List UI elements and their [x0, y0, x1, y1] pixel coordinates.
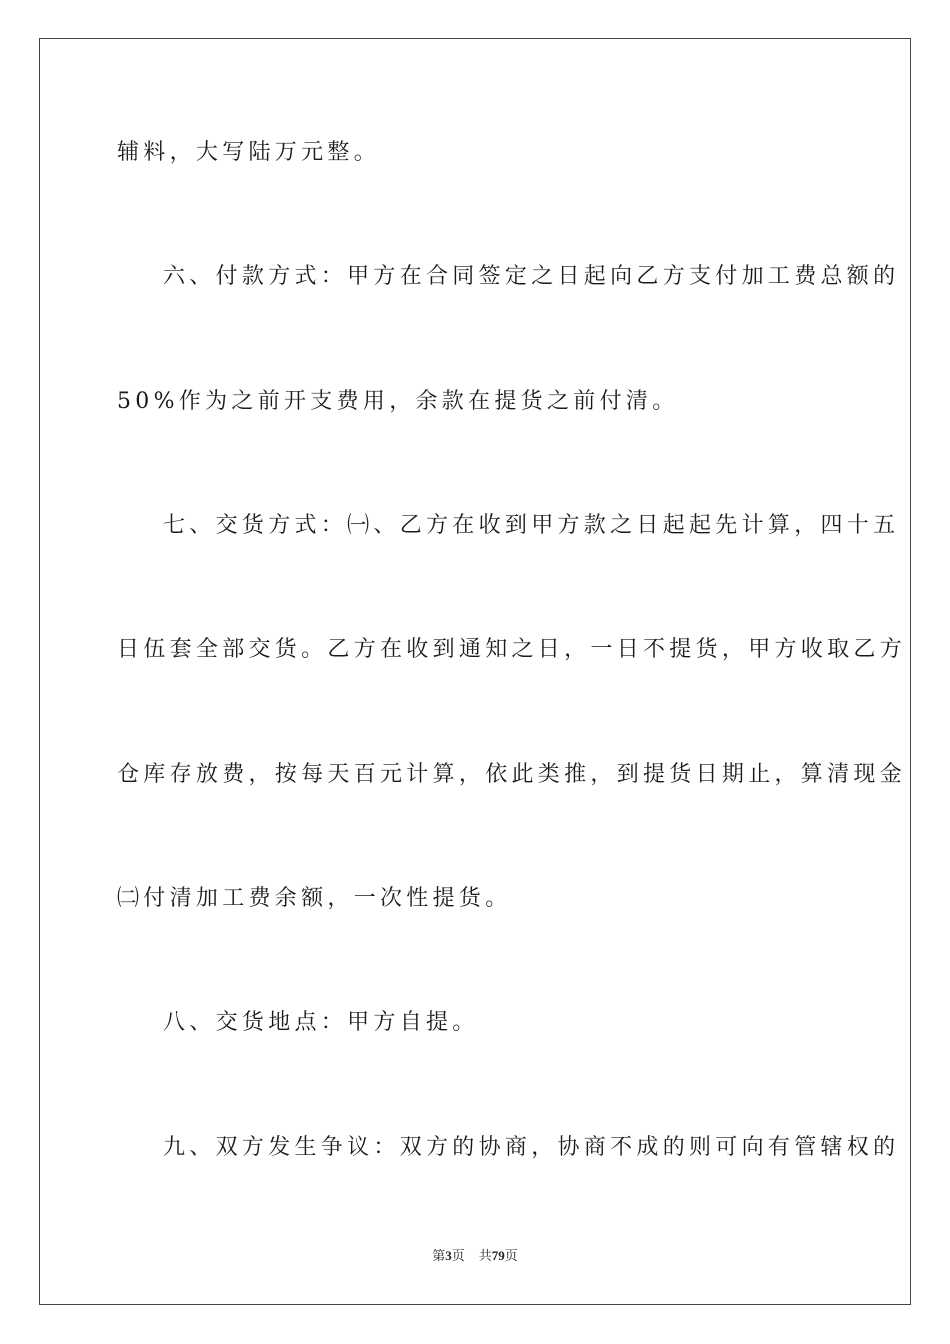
page-footer — [0, 1247, 950, 1265]
total-pages: 79 — [491, 1248, 505, 1263]
total-prefix: 共 — [478, 1248, 492, 1263]
page-number: 3 — [445, 1248, 452, 1263]
paragraph-line: 辅料，大写陆万元整。 — [117, 140, 381, 165]
paragraph-line: 50%作为之前开支费用，余款在提货之前付清。 — [117, 389, 679, 414]
paragraph-line: 仓库存放费，按每天百元计算，依此类推，到提货日期止，算清现金 — [117, 762, 907, 787]
paragraph-line: 七、交货方式：㈠、乙方在收到甲方款之日起起先计算，四十五 — [163, 513, 900, 538]
page-border — [39, 38, 911, 1305]
page-prefix: 第 — [432, 1248, 446, 1263]
paragraph-line: 九、双方发生争议：双方的协商，协商不成的则可向有管辖权的 — [163, 1135, 900, 1160]
paragraph-line: 六、付款方式：甲方在合同签定之日起向乙方支付加工费总额的 — [163, 264, 900, 289]
total-suffix: 页 — [504, 1248, 518, 1263]
paragraph-line: 八、交货地点：甲方自提。 — [163, 1010, 479, 1035]
paragraph-line: ㈡付清加工费余额，一次性提货。 — [117, 886, 512, 911]
paragraph-line: 日伍套全部交货。乙方在收到通知之日，一日不提货，甲方收取乙方 — [117, 637, 907, 662]
page-suffix: 页 — [451, 1248, 465, 1263]
